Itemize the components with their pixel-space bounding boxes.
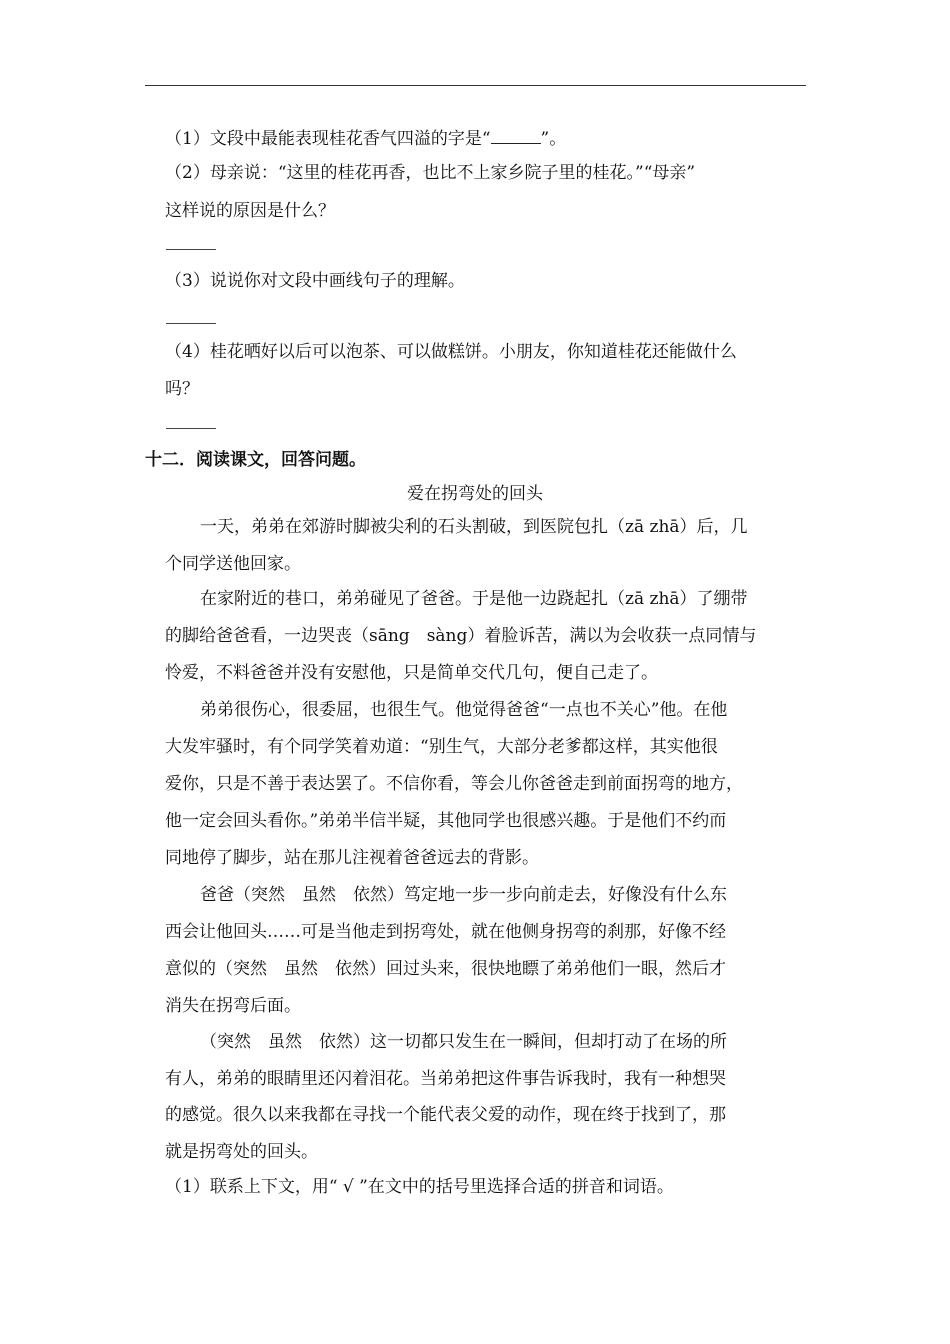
answer-blank[interactable] xyxy=(491,127,541,144)
passage-line: 弟弟很伤心，很委屈，也很生气。他觉得爸爸“一点也不关心”他。在他 xyxy=(200,700,728,720)
q11-sub4-line1: （4）桂花晒好以后可以泡茶、可以做糕饼。小朋友，你知道桂花还能做什么 xyxy=(165,342,737,362)
passage-line: 大发牢骚时，有个同学笑着劝道：“别生气，大部分老爹都这样，其实他很 xyxy=(165,737,718,757)
header-rule xyxy=(145,85,806,86)
passage-line: 意似的（突然 虽然 依然）回过头来，很快地瞟了弟弟他们一眼，然后才 xyxy=(165,959,726,979)
passage-line: 同地停了脚步，站在那儿注视着爸爸远去的背影。 xyxy=(165,848,539,868)
passage-line: 就是拐弯处的回头。 xyxy=(165,1142,318,1162)
q12-sub1: （1）联系上下文，用“ √ ”在文中的括号里选择合适的拼音和词语。 xyxy=(165,1177,674,1197)
q11-sub2-line2: 这样说的原因是什么？ xyxy=(165,201,335,221)
passage-line: 爱你，只是不善于表达罢了。不信你看，等会儿你爸爸走到前面拐弯的地方， xyxy=(165,774,743,794)
q11-sub3: （3）说说你对文段中画线句子的理解。 xyxy=(165,271,465,291)
answer-line-4[interactable] xyxy=(166,428,216,429)
section-heading: 十二．阅读课文，回答问题。 xyxy=(145,450,366,470)
passage-line: 西会让他回头……可是当他走到拐弯处，就在他侧身拐弯的刹那，好像不经 xyxy=(165,922,726,942)
passage-line: 消失在拐弯后面。 xyxy=(165,996,301,1016)
passage-line: 在家附近的巷口，弟弟碰见了爸爸。于是他一边跷起扎（zā zhā）了绷带 xyxy=(200,589,748,609)
passage-line: 他一定会回头看你。”弟弟半信半疑，其他同学也很感兴趣。于是他们不约而 xyxy=(165,811,727,831)
passage-line: 一天，弟弟在郊游时脚被尖利的石头割破，到医院包扎（zā zhā）后，几 xyxy=(200,517,748,537)
passage-line: 个同学送他回家。 xyxy=(165,554,301,574)
q11-sub4-line2: 吗？ xyxy=(165,379,199,399)
answer-line-2[interactable] xyxy=(166,249,216,250)
passage-line: 的脚给爸爸看，一边哭丧（sāng sàng）着脸诉苦，满以为会收获一点同情与 xyxy=(165,626,757,646)
passage-title: 爱在拐弯处的回头 xyxy=(407,484,543,504)
q11-sub2-line1: （2）母亲说：“这里的桂花再香，也比不上家乡院子里的桂花。”“母亲” xyxy=(165,163,696,183)
answer-line-3[interactable] xyxy=(166,323,216,324)
passage-line: 的感觉。很久以来我都在寻找一个能代表父爱的动作，现在终于找到了，那 xyxy=(165,1105,726,1125)
passage-line: 怜爱，不料爸爸并没有安慰他，只是简单交代几句，便自己走了。 xyxy=(165,663,658,683)
passage-line: 有人，弟弟的眼睛里还闪着泪花。当弟弟把这件事告诉我时，我有一种想哭 xyxy=(165,1069,726,1089)
passage-line: 爸爸（突然 虽然 依然）笃定地一步一步向前走去，好像没有什么东 xyxy=(200,885,727,905)
q11-sub1: （1）文段中最能表现桂花香气四溢的字是“ ”。 xyxy=(165,129,567,149)
passage-line: （突然 虽然 依然）这一切都只发生在一瞬间，但却打动了在场的所 xyxy=(200,1032,727,1052)
